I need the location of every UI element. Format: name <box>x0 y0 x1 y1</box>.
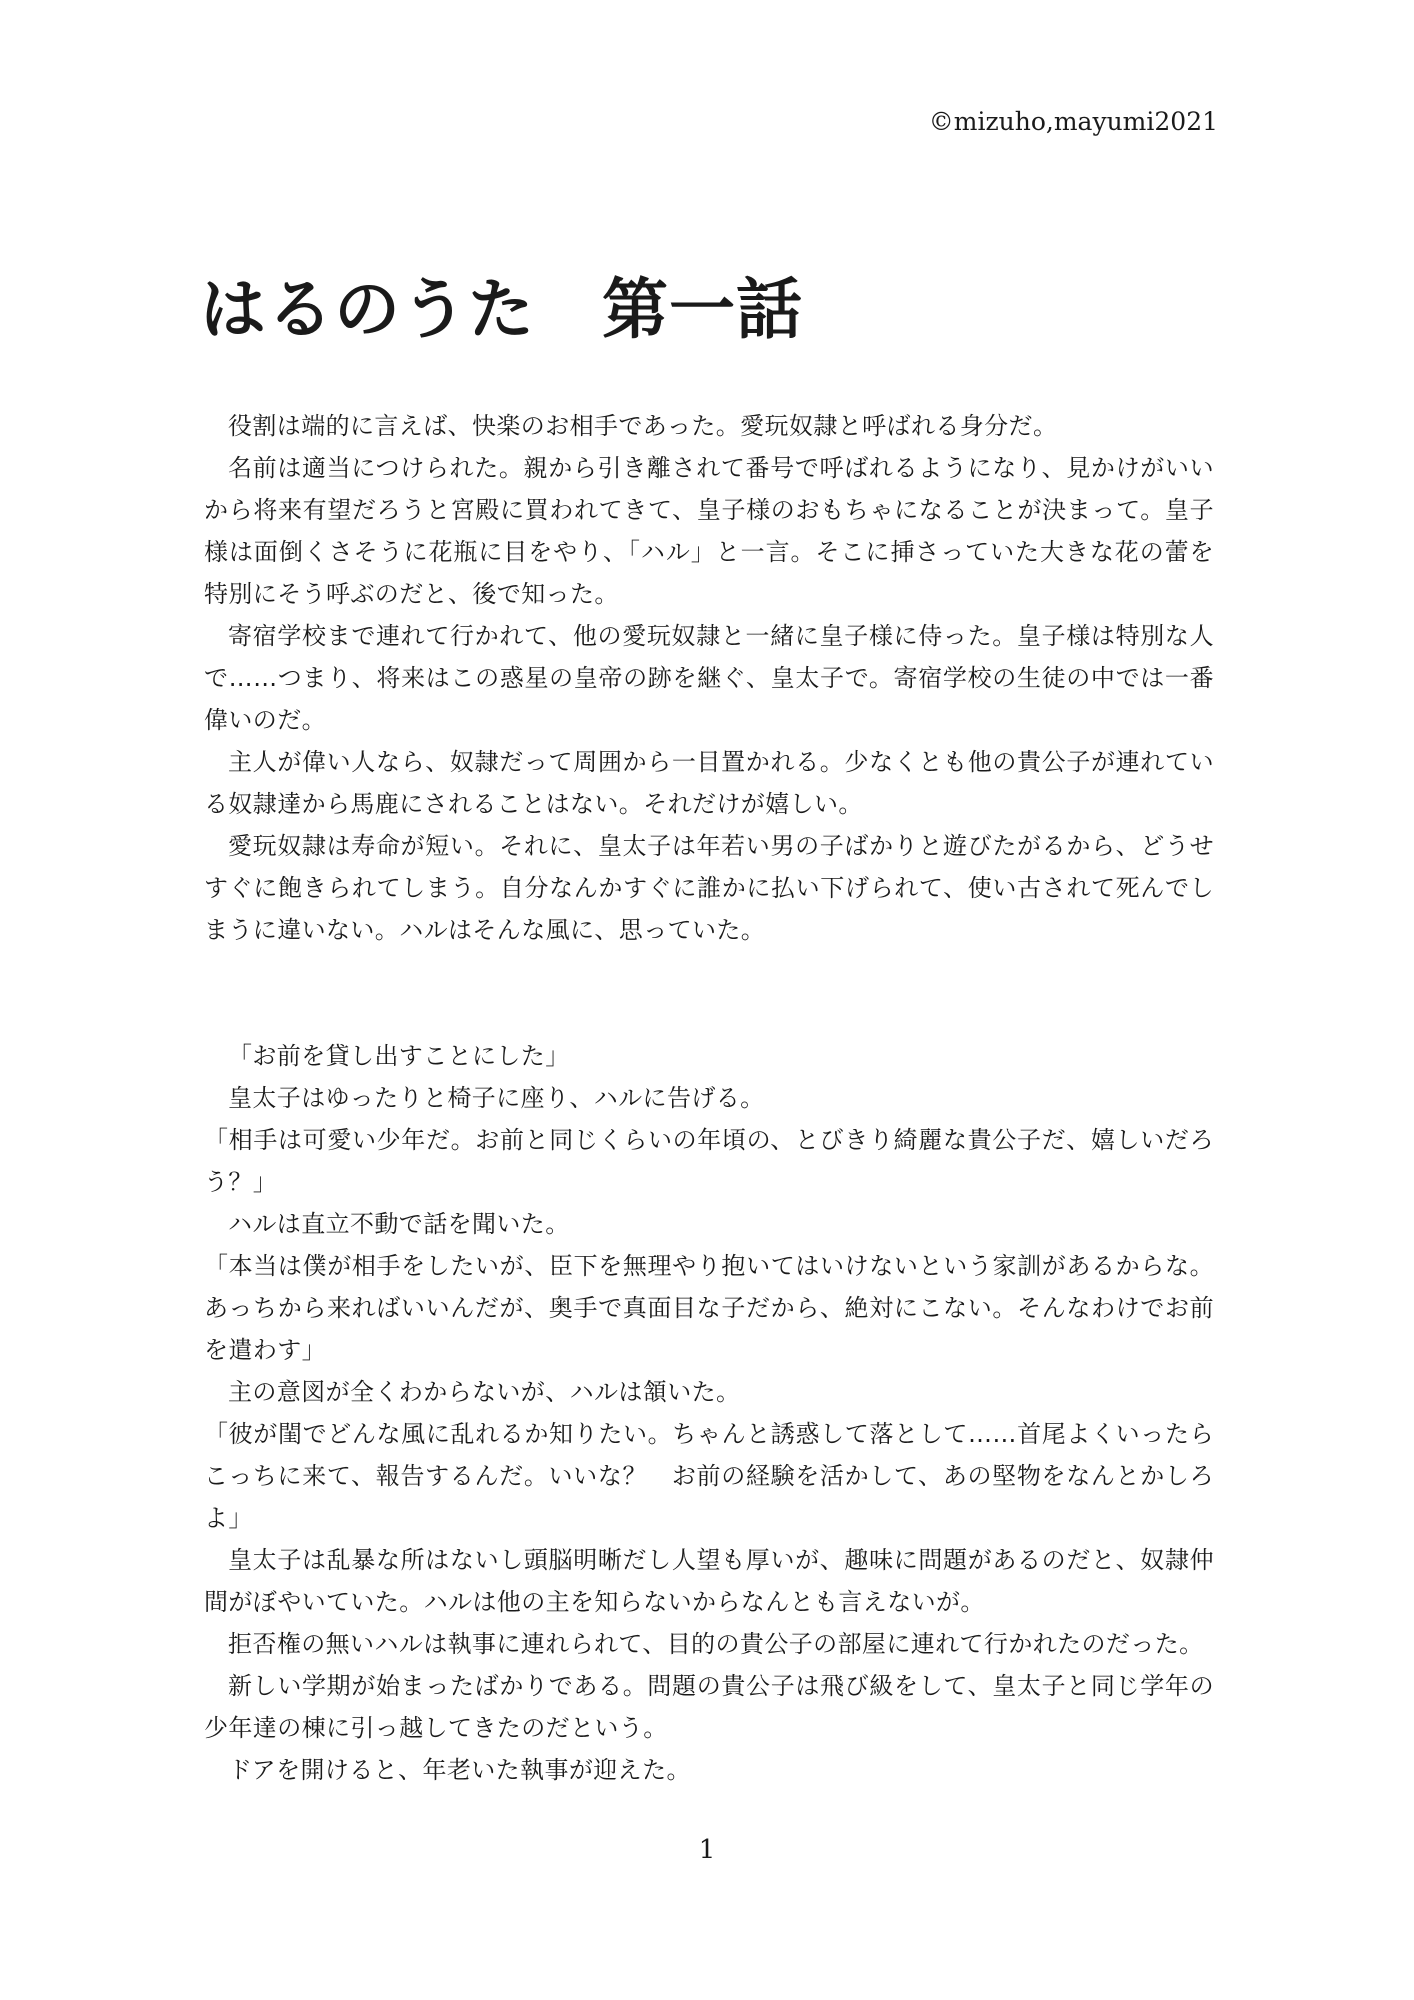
dialogue-line: 「お前を貸し出すことにした」 <box>228 1042 570 1070</box>
paragraph: 主の意図が全くわからないが、ハルは頷いた。 <box>228 1378 741 1406</box>
paragraph: 拒否権の無いハルは執事に連れられて、目的の貴公子の部屋に連れて行かれたのだった。 <box>228 1630 1204 1658</box>
paragraph: 皇太子はゆったりと椅子に座り、ハルに告げる。 <box>228 1084 765 1112</box>
paragraph: ドアを開けると、年老いた執事が迎えた。 <box>228 1756 691 1784</box>
paragraph: 新しい学期が始まったばかりである。問題の貴公子は飛び級をして、皇太子と同じ学年の少年達の棟に引っ越してきたのだという。 <box>204 1672 1214 1742</box>
story-body <box>204 405 1214 1791</box>
dialogue-line: 「彼が閨でどんな風に乱れるか知りたい。ちゃんと誘惑して落として……首尾よくいったらこっちに来て、報告するんだ。いいな？ お前の経験を活かして、あの堅物をなんとかしろよ」 <box>204 1420 1214 1532</box>
paragraph: 寄宿学校まで連れて行かれて、他の愛玩奴隷と一緒に皇子様に侍った。皇子様は特別な人で……つまり、将来はこの惑星の皇帝の跡を継ぐ、皇太子で。寄宿学校の生徒の中では一番偉いのだ。 <box>204 622 1214 734</box>
copyright-notice: ©mizuho,mayumi2021 <box>928 107 1218 136</box>
paragraph: 皇太子は乱暴な所はないし頭脳明晰だし人望も厚いが、趣味に問題があるのだと、奴隷仲間がぼやいていた。ハルは他の主を知らないからなんとも言えないが。 <box>204 1546 1214 1616</box>
page-number: 1 <box>698 1835 716 1865</box>
paragraph: 名前は適当につけられた。親から引き離されて番号で呼ばれるようになり、見かけがいいから将来有望だろうと宮殿に買われてきて、皇子様のおもちゃになることが決まって。皇子様は面倒くさそうに花瓶に目をやり、「ハル」と一言。そこに挿さっていた大きな花の蕾を特別にそう呼ぶのだと、後で知った。 <box>204 454 1214 608</box>
paragraph: 主人が偉い人なら、奴隷だって周囲から一目置かれる。少なくとも他の貴公子が連れている奴隷達から馬鹿にされることはない。それだけが嬉しい。 <box>204 748 1214 818</box>
paragraph: 愛玩奴隷は寿命が短い。それに、皇太子は年若い男の子ばかりと遊びたがるから、どうせすぐに飽きられてしまう。自分なんかすぐに誰かに払い下げられて、使い古されて死んでしまうに違いない。ハルはそんな風に、思っていた。 <box>204 832 1214 944</box>
dialogue-line: 「相手は可愛い少年だ。お前と同じくらいの年頃の、とびきり綺麗な貴公子だ、嬉しいだろう？」 <box>204 1126 1214 1196</box>
dialogue-line: 「本当は僕が相手をしたいが、臣下を無理やり抱いてはいけないという家訓があるからな。あっちから来ればいいんだが、奥手で真面目な子だから、絶対にこない。そんなわけでお前を遣わす」 <box>204 1252 1214 1364</box>
paragraph: 役割は端的に言えば、快楽のお相手であった。愛玩奴隷と呼ばれる身分だ。 <box>228 412 1058 440</box>
section-break <box>204 951 1214 1035</box>
chapter-title: はるのうた 第一話 <box>200 271 803 348</box>
paragraph: ハルは直立不動で話を聞いた。 <box>228 1210 570 1238</box>
